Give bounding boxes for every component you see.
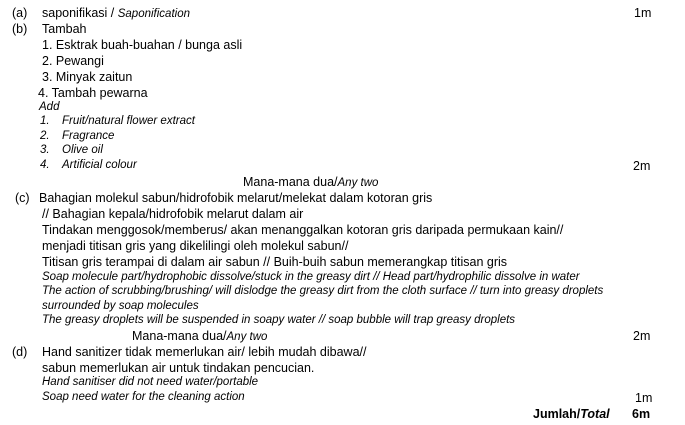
- part-b-english-item: Olive oil: [62, 144, 103, 156]
- part-d-label: (d): [12, 345, 28, 359]
- part-b-heading: Tambah: [42, 22, 87, 36]
- any-two-english: Any two: [337, 177, 379, 189]
- part-b-english-num: 1.: [40, 115, 50, 127]
- any-two-malay: Mana-mana dua/: [132, 329, 227, 343]
- part-b-english-item: Fragrance: [62, 130, 115, 142]
- part-b-english-num: 4.: [40, 159, 50, 171]
- part-c-malay-line: menjadi titisan gris yang dikelilingi oleh molekul sabun//: [42, 239, 349, 253]
- part-d-malay-line: sabun memerlukan air untuk tindakan pencucian.: [42, 361, 315, 375]
- part-b-label: (b): [12, 22, 28, 36]
- part-b-malay-item: 2. Pewangi: [42, 54, 104, 68]
- part-b-english-num: 3.: [40, 144, 50, 156]
- part-c-malay-line: Tindakan menggosok/memberus/ akan menanggalkan kotoran gris daripada permukaan kain//: [42, 223, 564, 237]
- part-c-malay-line: Bahagian molekul sabun/hidrofobik melarut/melekat dalam kotoran gris: [39, 191, 433, 205]
- part-c-label: (c): [15, 191, 30, 205]
- part-c-malay-line: // Bahagian kepala/hidrofobik melarut dalam air: [42, 207, 304, 221]
- part-c-english-line: The greasy droplets will be suspended in soapy water // soap bubble will trap greasy droplets: [42, 314, 516, 326]
- part-b-english-num: 2.: [40, 130, 50, 142]
- total-label: [533, 407, 610, 421]
- part-b-any-two: [243, 175, 378, 189]
- part-c-mark: 2m: [633, 329, 651, 343]
- total-mark: 6m: [632, 407, 651, 421]
- part-c-any-two: [132, 329, 267, 343]
- total-english: Total: [580, 407, 610, 421]
- part-d-malay-line: Hand sanitizer tidak memerlukan air/ lebih mudah dibawa//: [42, 345, 367, 359]
- any-two-malay: Mana-mana dua/: [243, 175, 338, 189]
- total-malay: Jumlah/: [533, 407, 581, 421]
- part-b-malay-item: 3. Minyak zaitun: [42, 70, 133, 84]
- part-c-english-line: surrounded by soap molecules: [42, 300, 199, 312]
- part-d-mark: 1m: [635, 391, 653, 405]
- part-b-english-item: Fruit/natural flower extract: [62, 115, 195, 127]
- any-two-english: Any two: [226, 331, 268, 343]
- part-b-malay-item: 4. Tambah pewarna: [38, 86, 148, 100]
- part-b-malay-item: 1. Esktrak buah-buahan / bunga asli: [42, 38, 243, 52]
- part-b-mark: 2m: [633, 159, 651, 173]
- part-c-english-line: Soap molecule part/hydrophobic dissolve/stuck in the greasy dirt // Head part/hydrophilic dissolve in water: [42, 271, 580, 283]
- part-a-english: Saponification: [117, 8, 190, 20]
- part-b-english-item: Artificial colour: [62, 159, 137, 171]
- part-a-answer: [42, 6, 190, 20]
- part-d-english-line: Hand sanitiser did not need water/portable: [42, 376, 259, 388]
- part-a-mark: 1m: [634, 6, 652, 20]
- part-b-english-heading: Add: [39, 101, 60, 113]
- part-c-english-line: The action of scrubbing/brushing/ will dislodge the greasy dirt from the cloth surface // turn into greasy droplets: [42, 285, 604, 297]
- part-a-label: (a): [12, 6, 28, 20]
- part-c-malay-line: Titisan gris terampai di dalam air sabun // Buih-buih sabun memerangkap titisan gris: [42, 255, 508, 269]
- part-d-english-line: Soap need water for the cleaning action: [42, 391, 245, 403]
- part-a-malay: saponifikasi /: [42, 6, 118, 20]
